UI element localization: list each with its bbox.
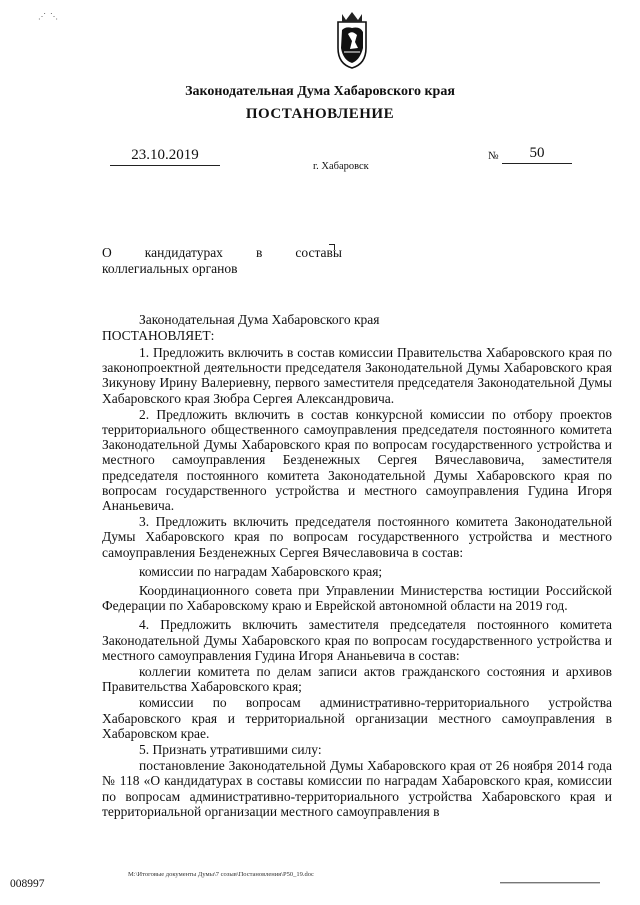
paragraph: 4. Предложить включить заместителя председателя постоянного комитета Законодательной Думы Хабаровского края по вопросам государственного устройства и местного самоуправления Гудина Игоря Ананьевича в состав: — [102, 617, 612, 663]
document-city: г. Хабаровск — [313, 161, 369, 172]
preamble-body: Законодательная Дума Хабаровского края — [139, 312, 380, 327]
paragraph: 1. Предложить включить в состав комиссии Правительства Хабаровского края по законопроектной деятельности председателя Законодательной Думы Хабаровского края Зикунову Ирину Валериевну, первого заместителя председателя Законодательной Думы Хабаровского края Зюбра Сергея Александровича. — [102, 345, 612, 406]
corner-scan-mark: ⋰ ⋱ — [38, 12, 59, 21]
document-subject — [102, 245, 342, 277]
document-date: 23.10.2019 — [110, 147, 220, 166]
document-number: 50 — [502, 145, 572, 164]
number-label: № — [488, 150, 499, 162]
paragraph: 2. Предложить включить в состав конкурсной комиссии по отбору проектов территориального общественного самоуправления председателя постоянного комитета Законодательной Думы Хабаровского края по вопросам государственного устройства и местного самоуправления Безденежных Сергея Вячеславовича, заместителя председателя постоянного комитета Законодательной Думы Хабаровского края по вопросам государственного устройства и местного самоуправления Гудина Игоря Ананьевича. — [102, 406, 612, 514]
subject-line-1 — [102, 245, 342, 261]
paragraph: Координационного совета при Управлении Министерства юстиции Российской Федерации по Хабаровскому краю и Еврейской автономной области на 2019 год. — [102, 583, 612, 614]
subject-word: О — [102, 245, 112, 260]
preamble — [102, 312, 614, 343]
subject-line-2: коллегиальных органов — [102, 261, 238, 276]
paragraph: постановление Законодательной Думы Хабаровского края от 26 ноября 2014 года № 118 «О кандидатурах в составы комиссии по наградам Хабаровского края, комиссии по вопросам административно-территориального устройства Хабаровского края и территориальной организации местного самоуправления в — [102, 758, 612, 819]
file-path: M:\Итоговые документы Думы\7 созыв\Постановления\P50_19.doc — [128, 871, 314, 878]
document-type: ПОСТАНОВЛЕНИЕ — [245, 106, 395, 122]
subject-word: составы — [295, 245, 342, 260]
document-id: 008997 — [10, 878, 45, 890]
subject-word: кандидатурах — [144, 245, 223, 260]
paragraph: комиссии по наградам Хабаровского края; — [139, 563, 383, 579]
subject-corner-bracket — [329, 244, 335, 250]
subject-word: в — [255, 245, 263, 260]
coat-of-arms-emblem — [330, 8, 374, 70]
paragraph: коллегии комитета по делам записи актов гражданского состояния и архивов Правительства Хабаровского края; — [102, 664, 612, 695]
paragraph: комиссии по вопросам административно-территориального устройства Хабаровского края и территориальной организации местного самоуправления в Хабаровском крае. — [102, 695, 612, 741]
paragraph: 3. Предложить включить председателя постоянного комитета Законодательной Думы Хабаровского края по вопросам государственного устройства и местного самоуправления Безденежных Сергея Вячеславовича в состав: — [102, 514, 612, 560]
print-imprint-mark — [500, 880, 600, 886]
paragraph: 5. Признать утратившими силу: — [139, 742, 322, 758]
organization-title: Законодательная Дума Хабаровского края — [185, 84, 455, 99]
preamble-decree: ПОСТАНОВЛЯЕТ: — [102, 327, 215, 343]
document-body — [102, 345, 612, 819]
